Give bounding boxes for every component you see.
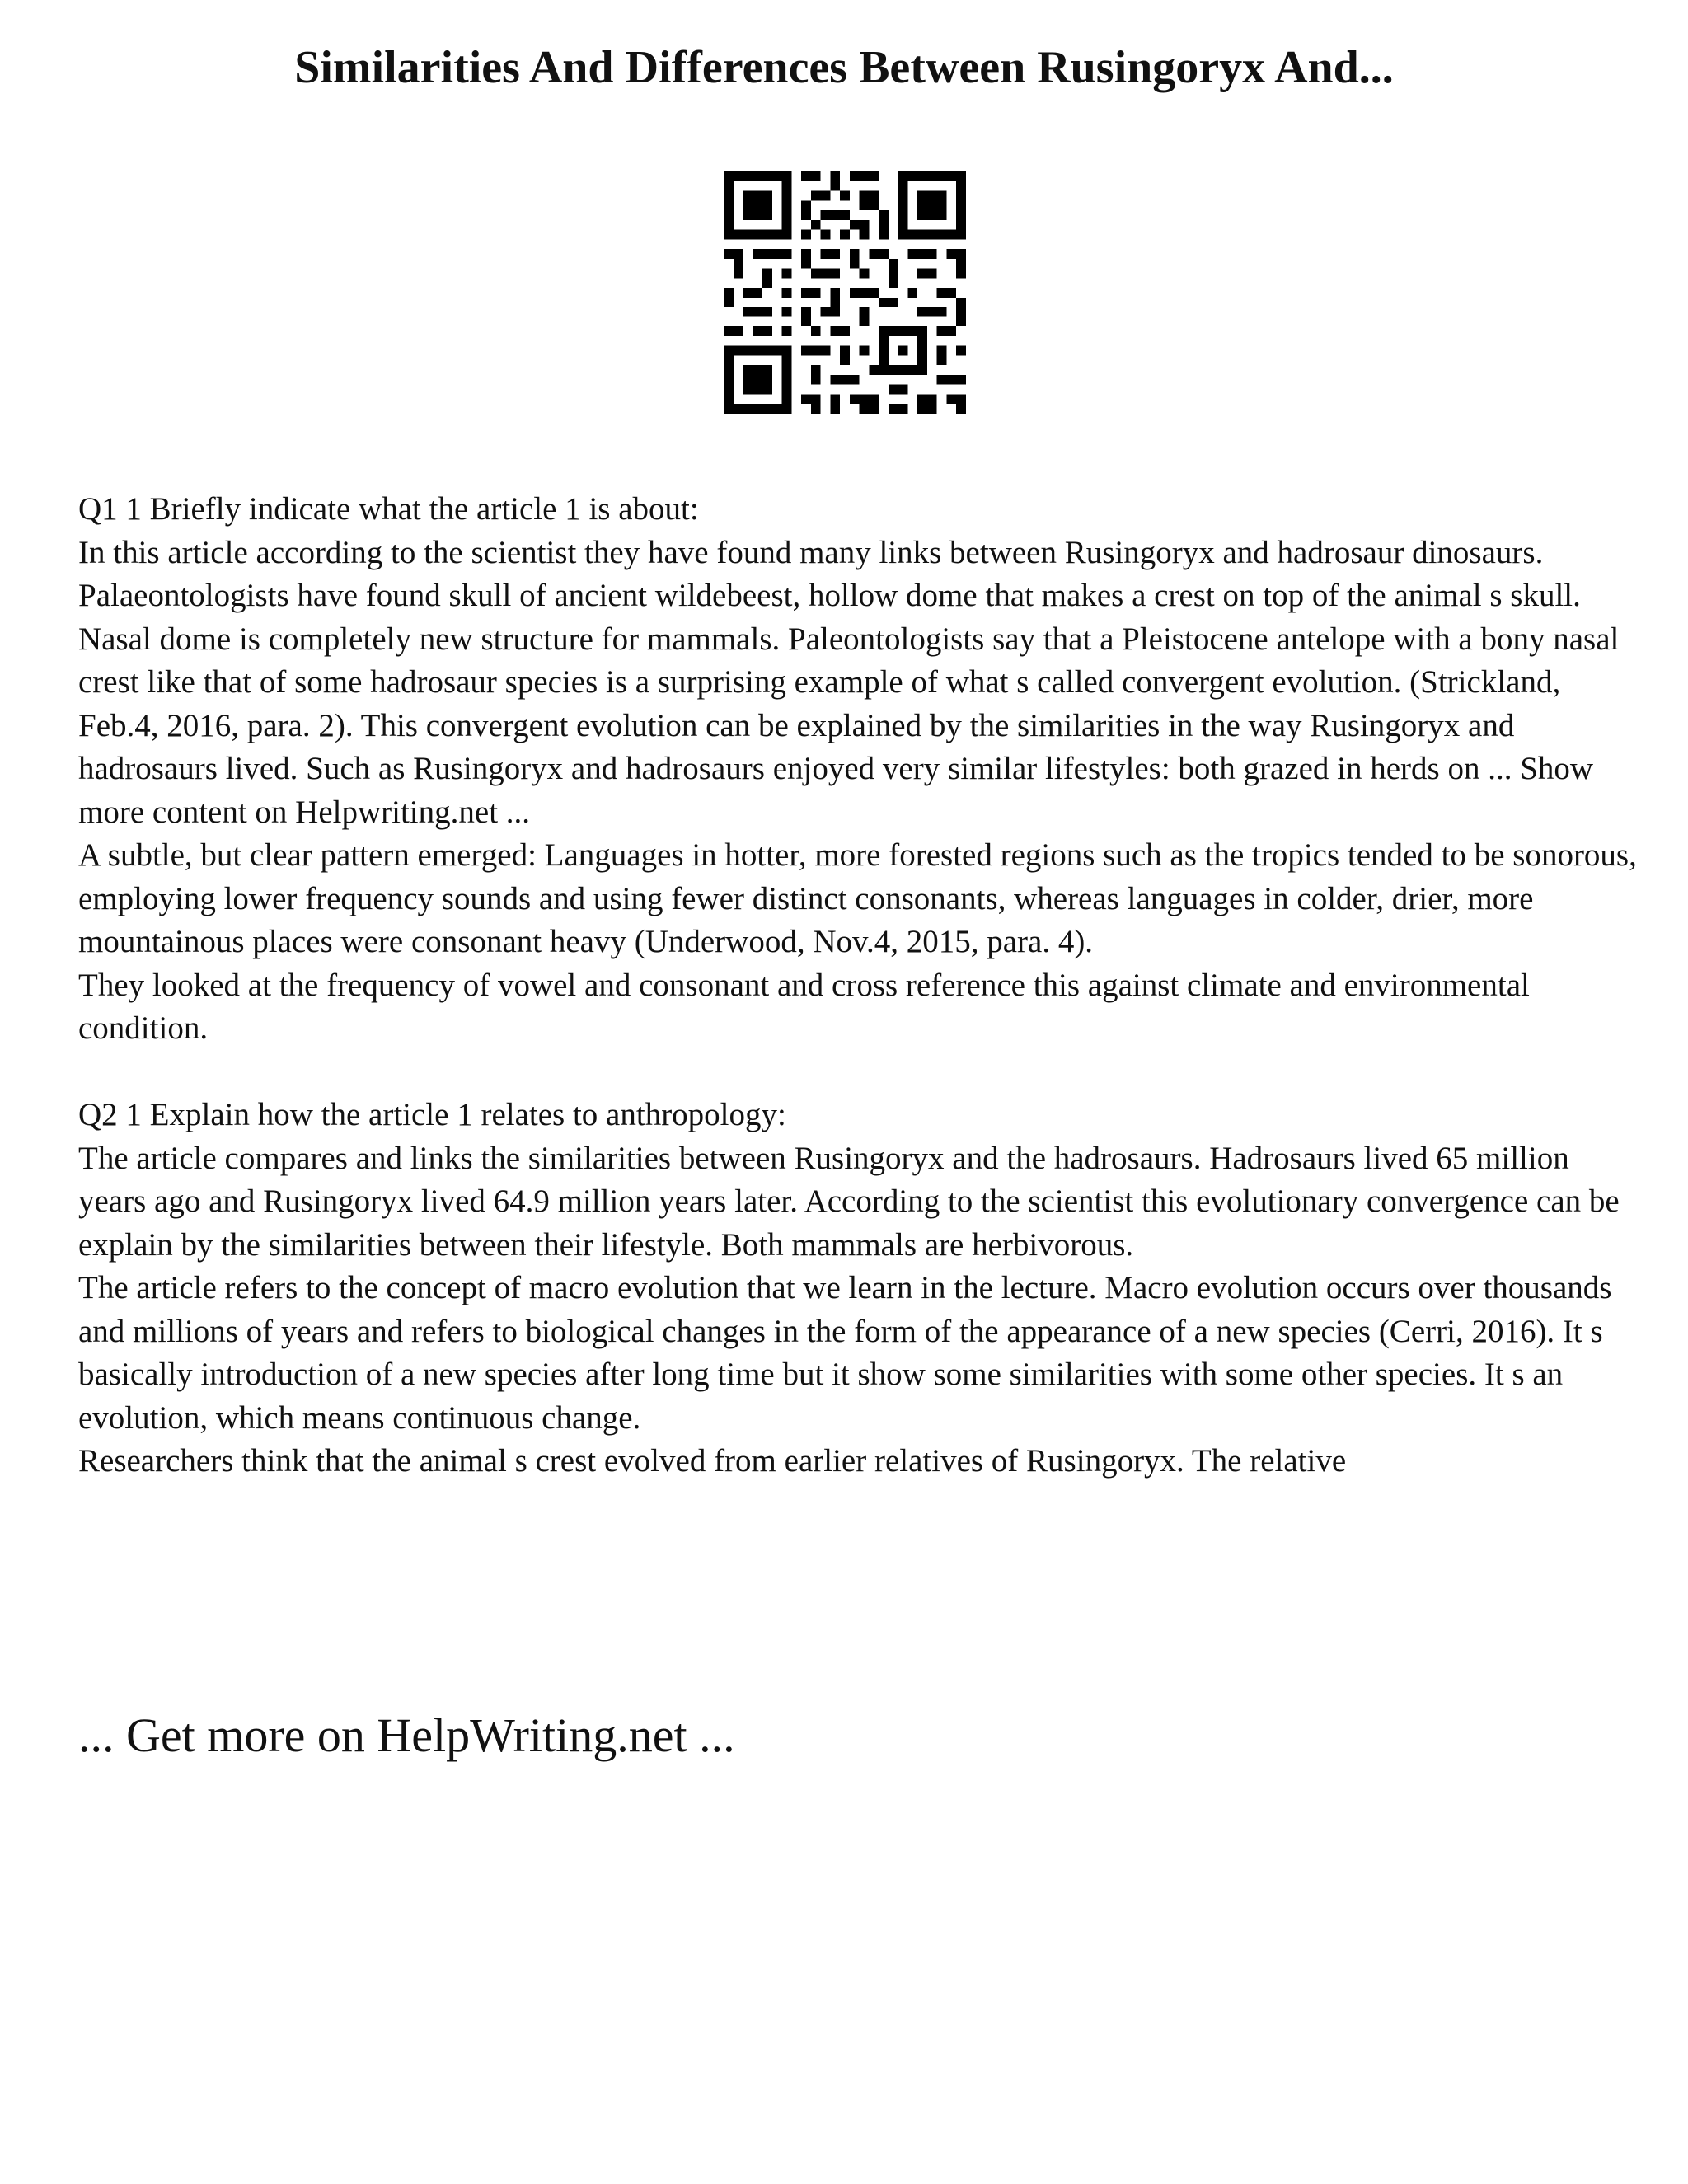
qr-code-icon [724, 171, 966, 414]
page-title: Similarities And Differences Between Rusingoryx And... [294, 42, 1394, 93]
q1-heading: Q1 1 Briefly indicate what the article 1 is about: [78, 491, 699, 527]
q1-paragraph: A subtle, but clear pattern emerged: Languages in hotter, more forested regions such as the tropics tended to be sonorous, employing lower frequency sounds and using fewer distinct consonants, whereas languages in colder, drier, more mountainous places were consonant heavy (Underwood, Nov.4, 2015, para. 4). [78, 837, 1637, 959]
article-body [78, 488, 1644, 1483]
q2-heading: Q2 1 Explain how the article 1 relates to anthropology: [78, 1097, 786, 1132]
q2-paragraph: The article compares and links the similarities between Rusingoryx and the hadrosaurs. Hadrosaurs lived 65 million years ago and Rusingoryx lived 64.9 million years later. According to the scientist this evolutionary convergence can be explain by the similarities between their lifestyle. Both mammals are herbivorous. [78, 1140, 1620, 1263]
get-more-link[interactable]: ... Get more on HelpWriting.net ... [78, 1708, 735, 1762]
q1-paragraph: In this article according to the scientist they have found many links between Rusingoryx and hadrosaur dinosaurs. Palaeontologists have found skull of ancient wildebeest, hollow dome that makes a crest on top of the animal s skull. Nasal dome is completely new structure for mammals. Paleontologists say that a Pleistocene antelope with a bony nasal crest like that of some hadrosaur species is a surprising example of what s called convergent evolution. (Strickland, Feb.4, 2016, para. 2). This convergent evolution can be explained by the similarities in the way Rusingoryx and hadrosaurs lived. Such as Rusingoryx and hadrosaurs enjoyed very similar lifestyles: both grazed in herds on ... Show more content on Helpwriting.net ... [78, 534, 1620, 830]
q1-paragraph: They looked at the frequency of vowel and consonant and cross reference this against climate and environmental condition. [78, 967, 1530, 1046]
q2-paragraph: The article refers to the concept of macro evolution that we learn in the lecture. Macro evolution occurs over thousands and millions of years and refers to biological changes in the form of the appearance of a new species (Cerri, 2016). It s basically introduction of a new species after long time but it show some similarities with some other species. It s an evolution, which means continuous change. [78, 1270, 1612, 1436]
q2-paragraph: Researchers think that the animal s crest evolved from earlier relatives of Rusingoryx. The relative [78, 1443, 1347, 1479]
section-spacer [78, 1051, 1644, 1094]
